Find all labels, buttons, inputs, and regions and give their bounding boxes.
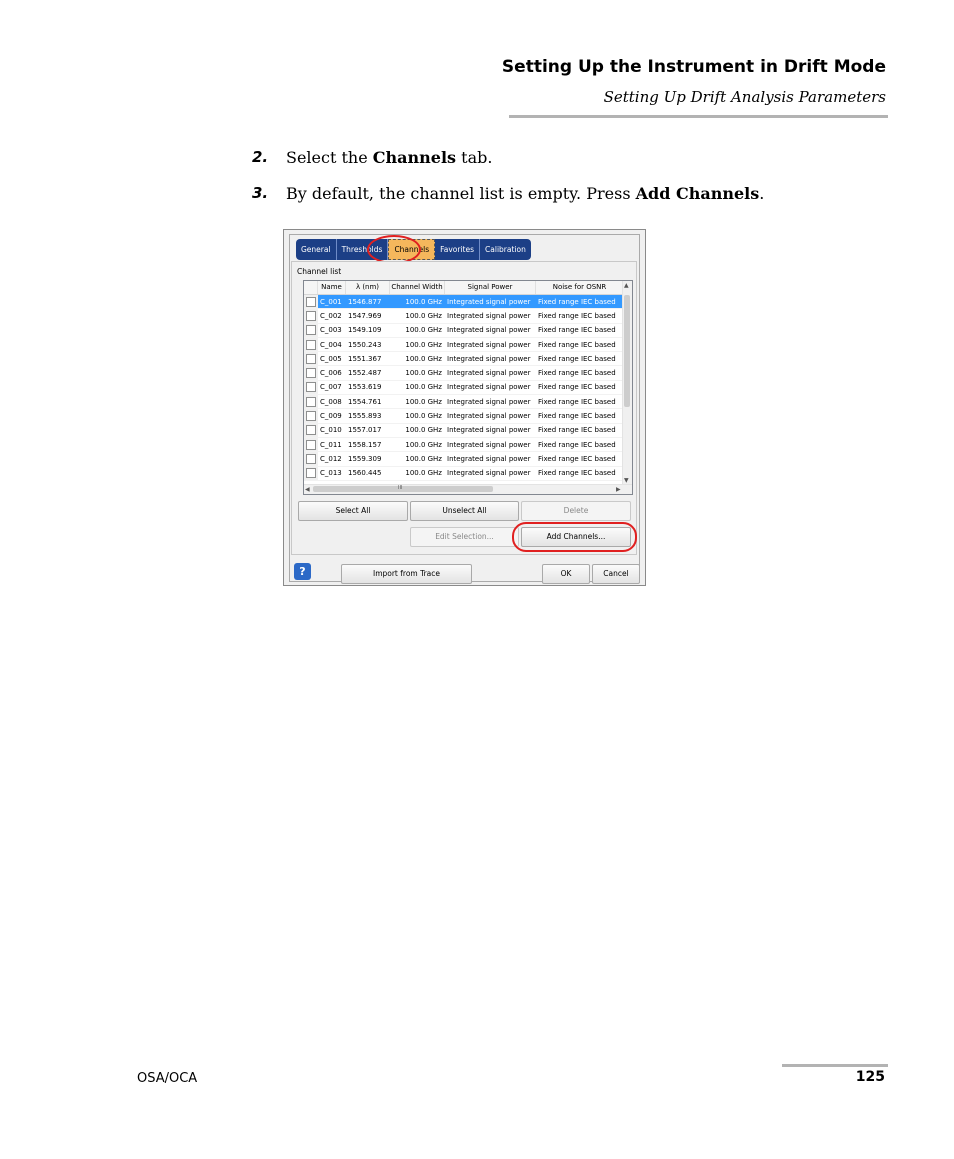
horizontal-scrollbar[interactable]: [304, 484, 633, 494]
channel-list-label: Channel list: [297, 267, 342, 276]
table-header: [304, 281, 624, 295]
checkbox-icon[interactable]: [306, 454, 316, 464]
page-header-subtitle: Setting Up Drift Analysis Parameters: [603, 88, 886, 106]
cell-signal-power: Integrated signal power: [447, 369, 531, 378]
column-header-signal-power[interactable]: Signal Power: [445, 281, 536, 294]
help-icon[interactable]: ?: [294, 563, 311, 580]
row-checkbox[interactable]: [304, 452, 318, 465]
edit-selection-button[interactable]: Edit Selection...: [410, 527, 519, 547]
ok-button[interactable]: OK: [542, 564, 590, 584]
step-text: Select the Channels tab.: [286, 148, 493, 167]
table-row[interactable]: [304, 352, 624, 366]
cell-noise-osnr: Fixed range IEC based: [538, 297, 616, 306]
checkbox-icon[interactable]: [306, 325, 316, 335]
checkbox-icon[interactable]: [306, 440, 316, 450]
row-checkbox[interactable]: [304, 381, 318, 394]
cell-signal-power: Integrated signal power: [447, 383, 531, 392]
cancel-button[interactable]: Cancel: [592, 564, 640, 584]
cell-noise-osnr: Fixed range IEC based: [538, 369, 616, 378]
cell-channel-width: 100.0 GHz: [405, 469, 442, 478]
checkbox-icon[interactable]: [306, 311, 316, 321]
checkbox-column-header: [304, 281, 318, 294]
table-row[interactable]: [304, 395, 624, 409]
cell-noise-osnr: Fixed range IEC based: [538, 397, 616, 406]
checkbox-icon[interactable]: [306, 468, 316, 478]
cell-channel-width: 100.0 GHz: [405, 354, 442, 363]
cell-wavelength: 1558.157: [348, 440, 382, 449]
header-rule: [509, 115, 888, 118]
checkbox-icon[interactable]: [306, 340, 316, 350]
cell-channel-width: 100.0 GHz: [405, 340, 442, 349]
table-rows: [304, 295, 624, 481]
checkbox-icon[interactable]: [306, 297, 316, 307]
cell-channel-width: 100.0 GHz: [405, 440, 442, 449]
drift-settings-dialog-screenshot: [283, 229, 646, 586]
table-row[interactable]: [304, 338, 624, 352]
cell-noise-osnr: Fixed range IEC based: [538, 326, 616, 335]
channels-tab-highlight: [367, 235, 421, 264]
cell-channel-width: 100.0 GHz: [405, 311, 442, 320]
step-number: 2.: [252, 148, 269, 166]
cell-name: C_002: [320, 311, 342, 320]
cell-wavelength: 1550.243: [348, 340, 382, 349]
cell-name: C_011: [320, 440, 342, 449]
table-row[interactable]: [304, 409, 624, 423]
scroll-left-icon[interactable]: ◀: [305, 486, 310, 493]
cell-signal-power: Integrated signal power: [447, 354, 531, 363]
cell-name: C_008: [320, 397, 342, 406]
cell-wavelength: 1552.487: [348, 369, 382, 378]
checkbox-icon[interactable]: [306, 397, 316, 407]
cell-signal-power: Integrated signal power: [447, 426, 531, 435]
cell-name: C_013: [320, 469, 342, 478]
table-row[interactable]: [304, 424, 624, 438]
row-checkbox[interactable]: [304, 309, 318, 322]
checkbox-icon[interactable]: [306, 411, 316, 421]
import-from-trace-button[interactable]: Import from Trace: [341, 564, 472, 584]
cell-wavelength: 1557.017: [348, 426, 382, 435]
cell-signal-power: Integrated signal power: [447, 297, 531, 306]
cell-noise-osnr: Fixed range IEC based: [538, 469, 616, 478]
tab-calibration[interactable]: Calibration: [485, 245, 526, 254]
table-row[interactable]: [304, 452, 624, 466]
column-header-channel-width[interactable]: Channel Width: [390, 281, 445, 294]
table-row[interactable]: [304, 366, 624, 380]
select-all-button[interactable]: Select All: [298, 501, 408, 521]
cell-name: C_010: [320, 426, 342, 435]
row-checkbox[interactable]: [304, 338, 318, 351]
cell-name: C_009: [320, 412, 342, 421]
page-header-title: Setting Up the Instrument in Drift Mode: [501, 57, 886, 77]
cell-signal-power: Integrated signal power: [447, 326, 531, 335]
vertical-scrollbar[interactable]: [622, 281, 632, 485]
checkbox-icon[interactable]: [306, 382, 316, 392]
cell-noise-osnr: Fixed range IEC based: [538, 354, 616, 363]
cell-wavelength: 1560.445: [348, 469, 382, 478]
cell-wavelength: 1546.877: [348, 297, 382, 306]
column-header-noise-osnr[interactable]: Noise for OSNR: [536, 281, 624, 294]
cell-noise-osnr: Fixed range IEC based: [538, 440, 616, 449]
footer-product: OSA/OCA: [137, 1071, 198, 1086]
channel-table: [303, 280, 633, 495]
table-row[interactable]: [304, 381, 624, 395]
horizontal-scroll-thumb[interactable]: [313, 486, 493, 492]
step-number: 3.: [252, 184, 269, 202]
checkbox-icon[interactable]: [306, 368, 316, 378]
cell-wavelength: 1555.893: [348, 412, 382, 421]
row-checkbox[interactable]: [304, 424, 318, 437]
row-checkbox[interactable]: [304, 352, 318, 365]
cell-channel-width: 100.0 GHz: [405, 412, 442, 421]
vertical-scroll-thumb[interactable]: [624, 295, 630, 407]
cell-wavelength: 1559.309: [348, 454, 382, 463]
scroll-up-icon[interactable]: ▲: [624, 282, 629, 289]
cell-signal-power: Integrated signal power: [447, 311, 531, 320]
cell-noise-osnr: Fixed range IEC based: [538, 454, 616, 463]
table-row[interactable]: [304, 309, 624, 323]
checkbox-icon[interactable]: [306, 354, 316, 364]
cell-signal-power: Integrated signal power: [447, 412, 531, 421]
cell-signal-power: Integrated signal power: [447, 469, 531, 478]
cell-noise-osnr: Fixed range IEC based: [538, 311, 616, 320]
tab-channels[interactable]: Channels: [388, 239, 435, 260]
row-checkbox[interactable]: [304, 438, 318, 451]
cell-noise-osnr: Fixed range IEC based: [538, 426, 616, 435]
cell-wavelength: 1549.109: [348, 326, 382, 335]
cell-channel-width: 100.0 GHz: [405, 454, 442, 463]
tab-favorites[interactable]: Favorites: [435, 239, 480, 260]
footer-rule: [782, 1064, 888, 1067]
scroll-down-icon[interactable]: ▼: [624, 477, 629, 484]
cell-name: C_003: [320, 326, 342, 335]
cell-name: C_005: [320, 354, 342, 363]
dialog-frame: [289, 234, 640, 582]
row-checkbox[interactable]: [304, 324, 318, 337]
cell-signal-power: Integrated signal power: [447, 440, 531, 449]
cell-channel-width: 100.0 GHz: [405, 383, 442, 392]
cell-noise-osnr: Fixed range IEC based: [538, 340, 616, 349]
table-row[interactable]: [304, 324, 624, 338]
row-checkbox[interactable]: [304, 295, 318, 308]
cell-name: C_012: [320, 454, 342, 463]
cell-channel-width: 100.0 GHz: [405, 297, 442, 306]
page-number: 125: [855, 1069, 885, 1085]
cell-name: C_006: [320, 369, 342, 378]
row-checkbox[interactable]: [304, 366, 318, 379]
delete-button[interactable]: Delete: [521, 501, 631, 521]
cell-noise-osnr: Fixed range IEC based: [538, 412, 616, 421]
cell-channel-width: 100.0 GHz: [405, 426, 442, 435]
cell-channel-width: 100.0 GHz: [405, 326, 442, 335]
checkbox-icon[interactable]: [306, 425, 316, 435]
cell-name: C_007: [320, 383, 342, 392]
cell-signal-power: Integrated signal power: [447, 454, 531, 463]
scroll-grip-icon: III: [398, 485, 403, 491]
cell-channel-width: 100.0 GHz: [405, 397, 442, 406]
column-header-name[interactable]: Name: [318, 281, 346, 294]
step-text: By default, the channel list is empty. Press Add Channels.: [286, 184, 765, 203]
tab-thresholds[interactable]: Thresholds: [337, 239, 389, 260]
cell-signal-power: Integrated signal power: [447, 340, 531, 349]
cell-wavelength: 1553.619: [348, 383, 382, 392]
tab-general[interactable]: General: [296, 239, 337, 260]
column-header-wavelength[interactable]: λ (nm): [346, 281, 390, 294]
cell-wavelength: 1554.761: [348, 397, 382, 406]
cell-name: C_004: [320, 340, 342, 349]
cell-wavelength: 1547.969: [348, 311, 382, 320]
row-checkbox[interactable]: [304, 467, 318, 480]
cell-name: C_001: [320, 297, 342, 306]
unselect-all-button[interactable]: Unselect All: [410, 501, 519, 521]
add-channels-highlight: [512, 522, 637, 552]
cell-signal-power: Integrated signal power: [447, 397, 531, 406]
row-checkbox[interactable]: [304, 409, 318, 422]
cell-wavelength: 1551.367: [348, 354, 382, 363]
cell-channel-width: 100.0 GHz: [405, 369, 442, 378]
scroll-right-icon[interactable]: ▶: [616, 486, 621, 493]
row-checkbox[interactable]: [304, 395, 318, 408]
table-row[interactable]: [304, 295, 624, 309]
add-channels-button[interactable]: Add Channels...: [521, 527, 631, 547]
table-row[interactable]: [304, 467, 624, 481]
cell-noise-osnr: Fixed range IEC based: [538, 383, 616, 392]
table-row[interactable]: [304, 438, 624, 452]
